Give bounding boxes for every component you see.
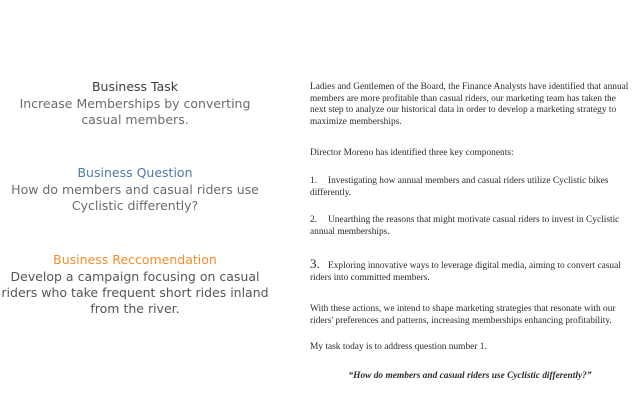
business-question-heading: Business Question (77, 165, 193, 180)
component-item-2 (310, 215, 630, 238)
business-recommendation-text: Develop a campaign focusing on casual riders who take frequent short rides inland from the river. (1, 269, 269, 316)
component-text: Investigating how annual members and casual riders utilize Cyclistic bikes differently. (310, 176, 609, 198)
intro-paragraph: Ladies and Gentlemen of the Board, the Finance Analysts have identified that annual members are more profitable than casual riders, our marketing team has taken the next step to analyze our historical data in order to develop a marketing strategy to maximize memberships. (310, 82, 629, 127)
director-paragraph: Director Moreno has identified three key components: (310, 148, 514, 158)
component-text: Exploring innovative ways to leverage digital media, aiming to convert casual riders into committed members. (310, 261, 621, 283)
actions-paragraph: With these actions, we intend to shape marketing strategies that resonate with our riders' preferences and patterns, increasing memberships enhancing profitability. (310, 304, 616, 326)
business-question-block (0, 165, 270, 214)
component-number: 2. (310, 215, 318, 225)
component-number: 1. (310, 176, 318, 186)
summary-panel (0, 0, 270, 417)
business-question-text: How do members and casual riders use Cyclistic differently? (11, 182, 259, 213)
question-quote: “How do members and casual riders use Cyclistic differently?” (348, 371, 592, 381)
business-recommendation-block (0, 252, 270, 317)
business-task-heading: Business Task (91, 79, 179, 94)
component-number: 3. (310, 256, 320, 271)
business-task-text: Increase Memberships by converting casual members. (19, 96, 251, 127)
business-task-block (0, 79, 270, 128)
component-item-1 (310, 176, 630, 199)
component-item-3 (310, 258, 630, 284)
component-text: Unearthing the reasons that might motivate casual riders to invest in Cyclistic annual memberships. (310, 215, 620, 237)
business-recommendation-heading: Business Reccomendation (53, 252, 217, 267)
task-statement: My task today is to address question number 1. (310, 342, 487, 352)
